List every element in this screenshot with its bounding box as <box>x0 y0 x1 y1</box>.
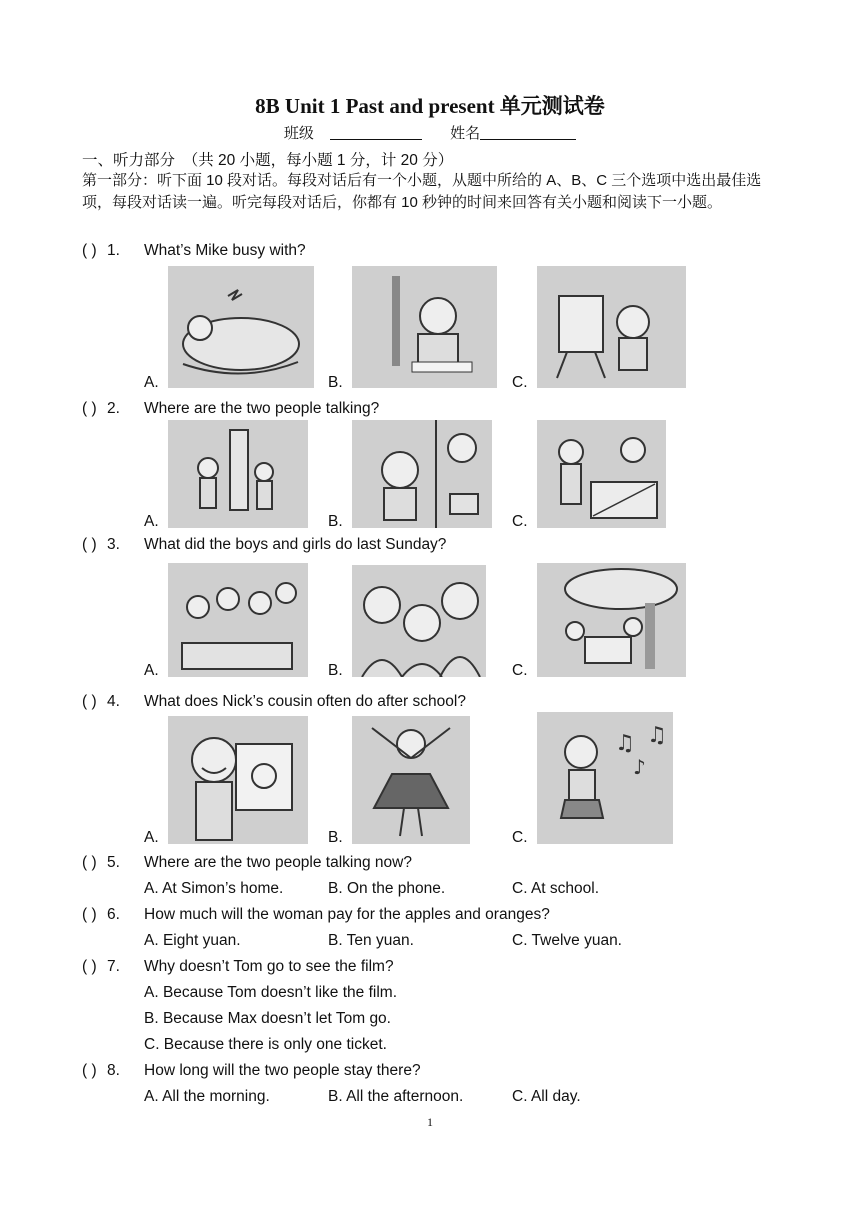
option-c: C. All day. <box>512 1088 581 1105</box>
option-c: C. At school. <box>512 880 600 897</box>
svg-text:♪: ♪ <box>633 755 646 779</box>
question-number: 7. <box>107 958 120 975</box>
option-c: C. Because there is only one ticket. <box>144 1036 387 1053</box>
student-info-line <box>0 122 860 143</box>
option-a: A. At Simon’s home. <box>144 880 284 897</box>
svg-text:♫: ♫ <box>615 731 635 756</box>
answer-paren[interactable]: ( ) <box>82 1062 97 1079</box>
question-number: 8. <box>107 1062 120 1079</box>
answer-paren[interactable]: ( ) <box>82 958 97 975</box>
option-label-b: B. <box>328 374 343 391</box>
name-label: 姓名 <box>450 125 481 142</box>
girl-dancing-picture <box>352 716 470 844</box>
page-number: 1 <box>427 1115 433 1129</box>
option-label-a: A. <box>144 829 159 846</box>
section-heading: 一、听力部分 （共 20 小题，每小题 1 分，计 20 分） <box>82 152 454 169</box>
page-title: 8B Unit 1 Past and present 单元测试卷 <box>255 94 605 118</box>
question-text: How much will the woman pay for the apples and oranges? <box>144 906 550 923</box>
option-b: B. Ten yuan. <box>328 932 414 949</box>
question-text: What’s Mike busy with? <box>144 242 306 259</box>
option-a: A. Because Tom doesn’t like the film. <box>144 984 398 1001</box>
option-a: A. Eight yuan. <box>144 932 241 949</box>
option-label-a: A. <box>144 662 159 679</box>
answer-paren[interactable]: ( ) <box>82 242 97 259</box>
name-blank[interactable] <box>480 125 576 140</box>
question-number: 2. <box>107 400 120 417</box>
girl-drawing-picture <box>168 716 308 844</box>
question-text: How long will the two people stay there? <box>144 1062 421 1079</box>
question-text: Where are the two people talking? <box>144 400 380 417</box>
option-label-b: B. <box>328 662 343 679</box>
shop-counter-picture <box>537 420 666 528</box>
group-party-picture <box>168 563 308 677</box>
picnic-under-tree-picture <box>537 563 686 677</box>
svg-text:♫: ♫ <box>647 723 667 748</box>
class-label: 班级 <box>283 125 314 142</box>
option-a: A. All the morning. <box>144 1088 270 1105</box>
question-text: What does Nick’s cousin often do after school? <box>144 693 466 710</box>
option-b: B. Because Max doesn’t let Tom go. <box>144 1010 391 1027</box>
three-children-picture <box>352 565 486 677</box>
option-label-b: B. <box>328 829 343 846</box>
answer-paren[interactable]: ( ) <box>82 854 97 871</box>
option-b: B. On the phone. <box>328 880 446 897</box>
option-label-c: C. <box>512 513 528 530</box>
people-outdoors-picture <box>168 420 308 528</box>
child-writing-picture <box>352 266 497 388</box>
child-painting-picture <box>537 266 686 388</box>
phone-call-picture <box>352 420 492 528</box>
answer-paren[interactable]: ( ) <box>82 693 97 710</box>
question-number: 4. <box>107 693 120 710</box>
question-text: Why doesn’t Tom go to see the film? <box>144 958 394 975</box>
question-text: Where are the two people talking now? <box>144 854 412 871</box>
option-label-c: C. <box>512 829 528 846</box>
option-b: B. All the afternoon. <box>328 1088 464 1105</box>
question-text: What did the boys and girls do last Sunday? <box>144 536 447 553</box>
girl-singing-picture <box>537 712 673 844</box>
class-blank[interactable] <box>330 125 422 140</box>
answer-paren[interactable]: ( ) <box>82 536 97 553</box>
option-label-c: C. <box>512 662 528 679</box>
answer-paren[interactable]: ( ) <box>82 400 97 417</box>
instructions: 第一部分：听下面 10 段对话。每段对话后有一个小题，从题中所给的 A、B、C 三个选项中选出最佳选项，每段对话读一遍。听完每段对话后，你都有 10 秒钟的时间来回答有关小题和阅读下一小题。 <box>82 172 762 211</box>
option-label-a: A. <box>144 513 159 530</box>
question-number: 3. <box>107 536 120 553</box>
option-label-a: A. <box>144 374 159 391</box>
option-c: C. Twelve yuan. <box>512 932 622 949</box>
question-number: 6. <box>107 906 120 923</box>
answer-paren[interactable]: ( ) <box>82 906 97 923</box>
sleeping-child-picture <box>168 266 314 388</box>
option-label-b: B. <box>328 513 343 530</box>
question-number: 1. <box>107 242 120 259</box>
question-number: 5. <box>107 854 120 871</box>
option-label-c: C. <box>512 374 528 391</box>
